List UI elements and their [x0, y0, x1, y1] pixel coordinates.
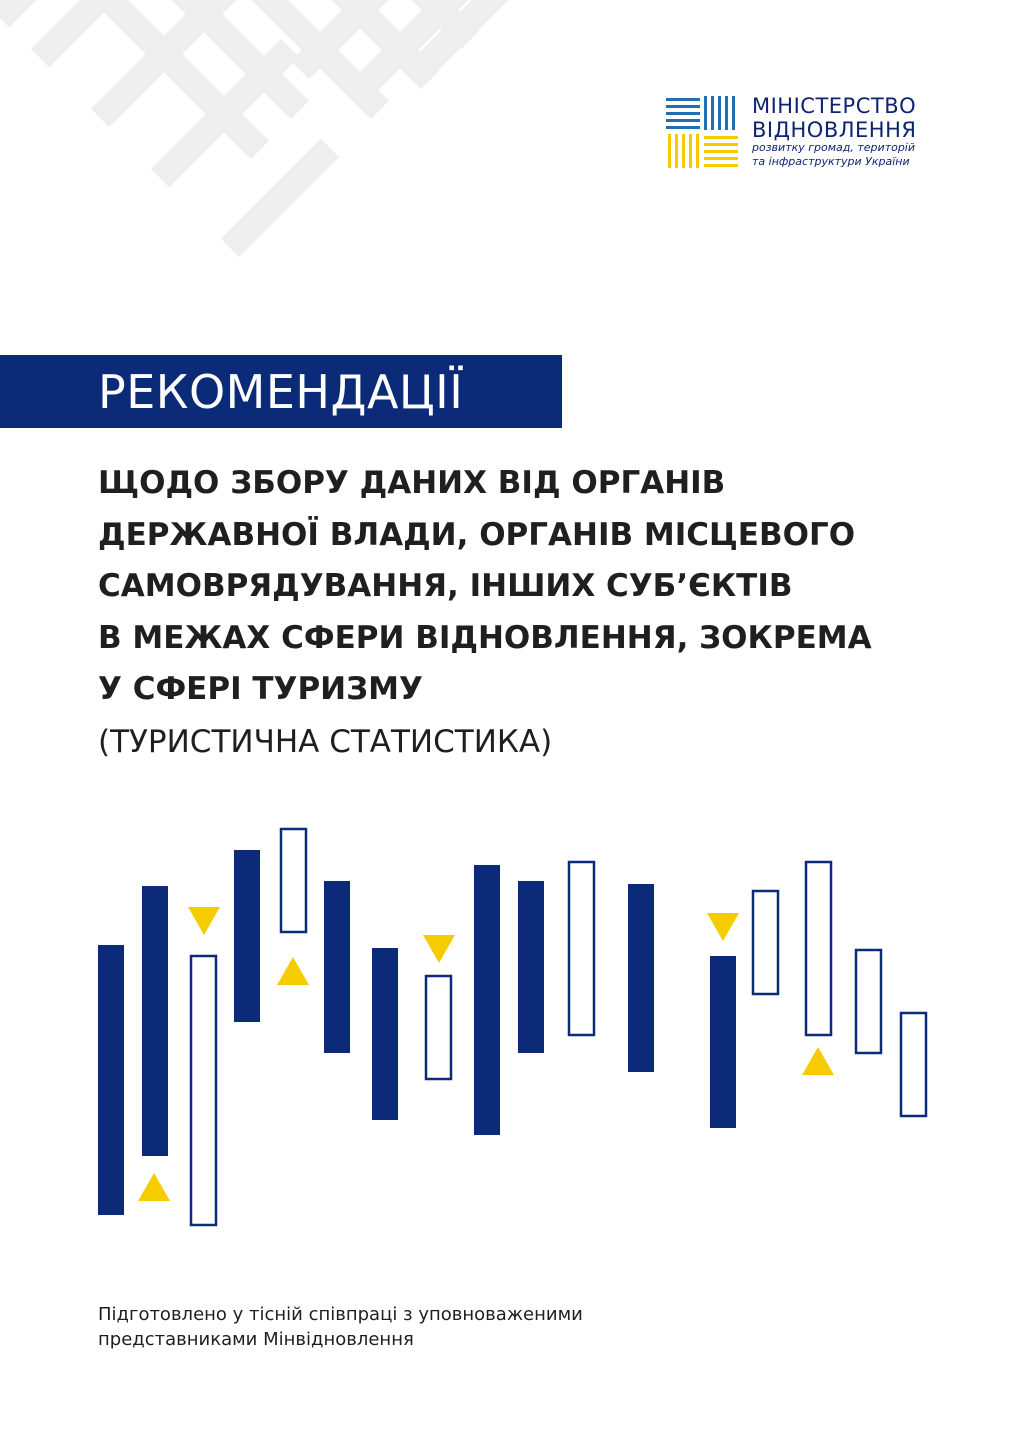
deco-bar-filled [324, 881, 350, 1053]
deco-bar-outline [901, 1013, 926, 1116]
deco-bar-filled [142, 886, 168, 1156]
deco-bar-outline [806, 862, 831, 1035]
deco-bar-outline [856, 950, 881, 1053]
ministry-subtitle-line2: та інфраструктури України [752, 155, 910, 168]
footer-line2: представниками Мінвідновлення [98, 1329, 414, 1350]
deco-triangle-down [188, 907, 220, 935]
ministry-subtitle-line1: розвитку громад, територій [752, 141, 916, 154]
subtitle-line: ДЕРЖАВНОЇ ВЛАДИ, ОРГАНІВ МІСЦЕВОГО [98, 516, 856, 553]
deco-bar-filled [234, 850, 260, 1022]
footer-note [98, 1302, 798, 1352]
ministry-name-line2: ВІДНОВЛЕННЯ [752, 118, 917, 142]
subtitle-line: ЩОДО ЗБОРУ ДАНИХ ВІД ОРГАНІВ [98, 465, 726, 501]
deco-bar-outline [569, 862, 594, 1035]
subtitle-line: В МЕЖАХ СФЕРИ ВІДНОВЛЕННЯ, ЗОКРЕМА [98, 619, 872, 656]
deco-bar-outline [281, 829, 306, 932]
deco-bar-filled [710, 956, 736, 1128]
deco-bar-filled [372, 948, 398, 1120]
deco-triangle-up [277, 957, 309, 985]
ministry-name-line1: МІНІСТЕРСТВО [752, 94, 917, 118]
subtitle-line: У СФЕРІ ТУРИЗМУ [98, 671, 423, 707]
deco-triangle-up [802, 1047, 834, 1075]
document-title: РЕКОМЕНДАЦІЇ [98, 365, 464, 419]
deco-bar-filled [98, 945, 124, 1215]
deco-triangle-up [138, 1173, 170, 1201]
deco-bar-outline [426, 976, 451, 1079]
footer-line1: Підготовлено у тісній співпраці з уповноваженими [98, 1304, 583, 1325]
subtitle-line: САМОВРЯДУВАННЯ, ІНШИХ СУБ’ЄКТІВ [98, 568, 793, 604]
deco-bar-filled [628, 884, 654, 1072]
deco-bar-filled [518, 881, 544, 1053]
subtitle-parenthetical: (ТУРИСТИЧНА СТАТИСТИКА) [98, 724, 553, 760]
deco-bar-outline [191, 956, 216, 1225]
deco-triangle-down [423, 935, 455, 963]
deco-bar-filled [474, 865, 500, 1135]
deco-bar-outline [753, 891, 778, 994]
deco-triangle-down [707, 913, 739, 941]
